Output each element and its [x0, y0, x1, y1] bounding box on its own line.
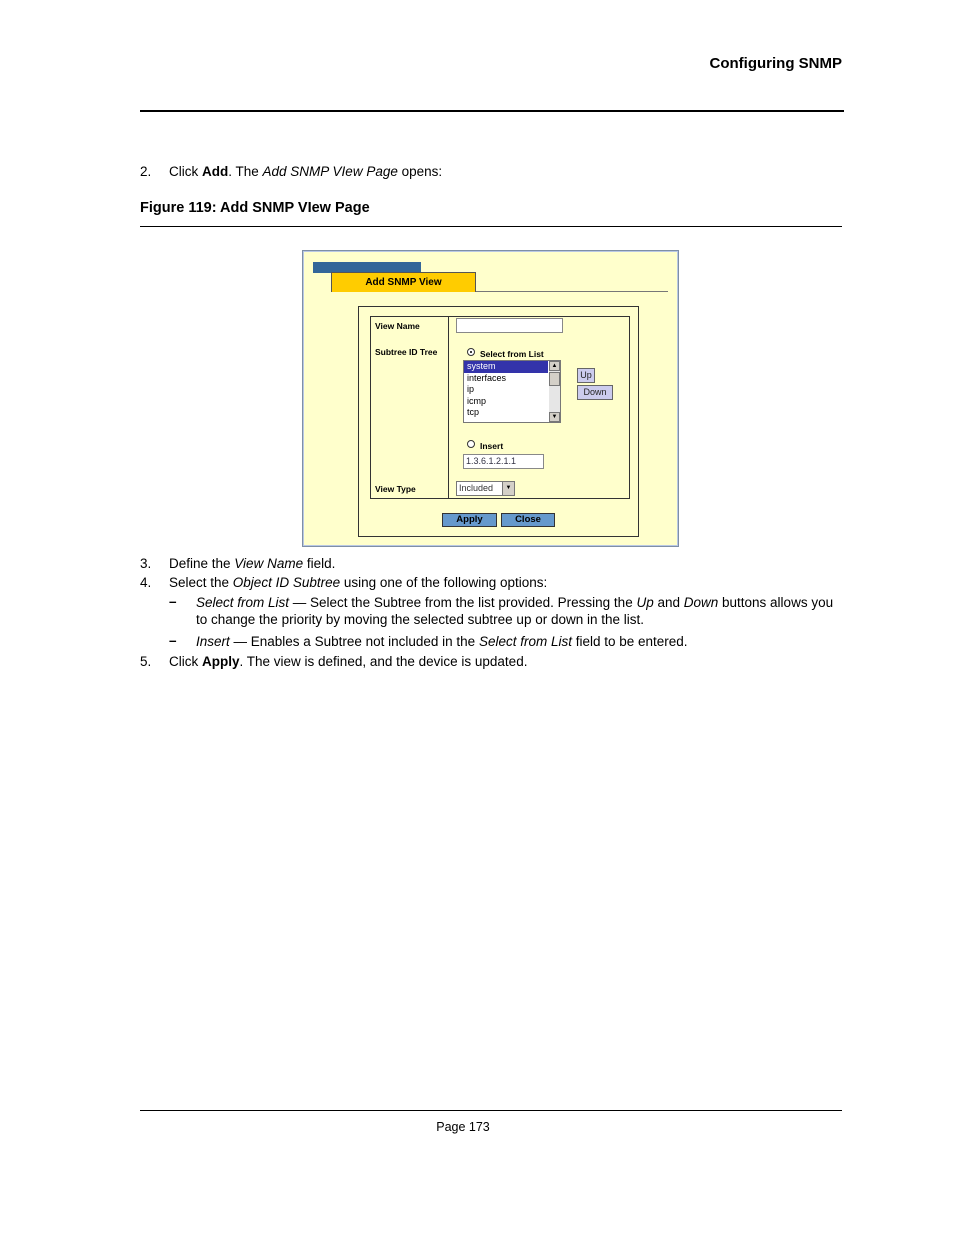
step-text — [169, 556, 335, 571]
down-button[interactable]: Down — [577, 385, 613, 400]
list-item[interactable]: system — [464, 361, 548, 373]
scroll-down-icon[interactable]: ▼ — [549, 412, 560, 422]
step-text — [169, 575, 547, 590]
view-type-select[interactable] — [456, 481, 515, 496]
list-item[interactable]: ip — [467, 384, 475, 394]
figure-rule — [140, 226, 842, 227]
bold-text: Add — [202, 164, 229, 179]
footer-rule — [140, 1110, 842, 1111]
list-item[interactable]: icmp — [467, 395, 487, 406]
bold-text: Apply — [202, 654, 240, 669]
chevron-down-icon[interactable]: ▼ — [502, 482, 514, 495]
step-number: 5. — [140, 654, 152, 669]
listbox-scrollbar[interactable] — [549, 361, 560, 422]
dash-bullet: – — [169, 594, 177, 609]
subtree-listbox[interactable] — [463, 360, 561, 423]
text: Click — [169, 654, 202, 669]
text: opens: — [397, 164, 443, 179]
page-header-title: Configuring SNMP — [709, 55, 842, 72]
text: and — [653, 595, 684, 610]
insert-oid-field[interactable]: 1.3.6.1.2.1.1 — [463, 454, 544, 469]
step-number: 2. — [140, 164, 152, 179]
view-type-value: Included — [459, 483, 494, 493]
text: using one of the following options: — [340, 575, 548, 590]
scroll-up-icon[interactable]: ▲ — [549, 361, 560, 371]
select-from-list-radio[interactable] — [467, 348, 475, 356]
italic-text: Down — [683, 595, 719, 610]
step-number: 3. — [140, 556, 152, 571]
select-from-list-label: Select from List — [480, 349, 544, 359]
text: . The — [228, 164, 263, 179]
view-type-label: View Type — [375, 484, 416, 494]
text: field to be entered. — [571, 634, 688, 649]
up-button[interactable]: Up — [577, 368, 595, 383]
list-item[interactable]: tcp — [467, 407, 480, 417]
text: field. — [303, 556, 336, 571]
step-text — [169, 654, 527, 669]
header-rule — [140, 110, 844, 112]
italic-text: Object ID Subtree — [232, 575, 341, 590]
close-button[interactable]: Close — [501, 513, 555, 527]
text: Click — [169, 164, 202, 179]
step-text — [169, 164, 442, 179]
text: buttons allows you to change the priority by moving the selected subtree up or down in the list. — [196, 595, 834, 627]
text: . The view is defined, and the device is updated. — [239, 654, 528, 669]
insert-label: Insert — [480, 441, 504, 451]
dash-bullet: – — [169, 633, 177, 648]
subtree-id-tree-label: Subtree ID Tree — [375, 347, 438, 357]
view-name-label: View Name — [375, 321, 420, 331]
apply-button[interactable]: Apply — [442, 513, 497, 527]
italic-text: Select from List — [478, 634, 572, 649]
italic-text: Up — [636, 595, 654, 610]
view-name-field[interactable] — [456, 318, 563, 333]
sub-item-text — [196, 594, 836, 628]
form-column-divider — [448, 316, 449, 499]
italic-text: Insert — [196, 634, 230, 649]
tab-underline — [476, 291, 668, 292]
add-snmp-view-screenshot — [302, 250, 679, 547]
page-number: Page 173 — [436, 1120, 490, 1134]
insert-radio[interactable] — [467, 440, 475, 448]
sub-item-text — [196, 633, 836, 650]
text: — Enables a Subtree not included in the — [229, 634, 479, 649]
italic-text: View Name — [234, 556, 304, 571]
italic-text: Select from List — [196, 595, 290, 610]
figure-caption: Figure 119: Add SNMP VIew Page — [140, 200, 370, 216]
scroll-thumb[interactable] — [549, 372, 560, 386]
italic-text: Add SNMP VIew Page — [262, 164, 398, 179]
step-number: 4. — [140, 575, 152, 590]
list-item[interactable]: interfaces — [467, 372, 507, 383]
text: — Select the Subtree from the list provided. Pressing the — [289, 595, 637, 610]
tab-add-snmp-view[interactable]: Add SNMP View — [331, 272, 476, 292]
text: Select the — [169, 575, 233, 590]
text: Define the — [169, 556, 235, 571]
